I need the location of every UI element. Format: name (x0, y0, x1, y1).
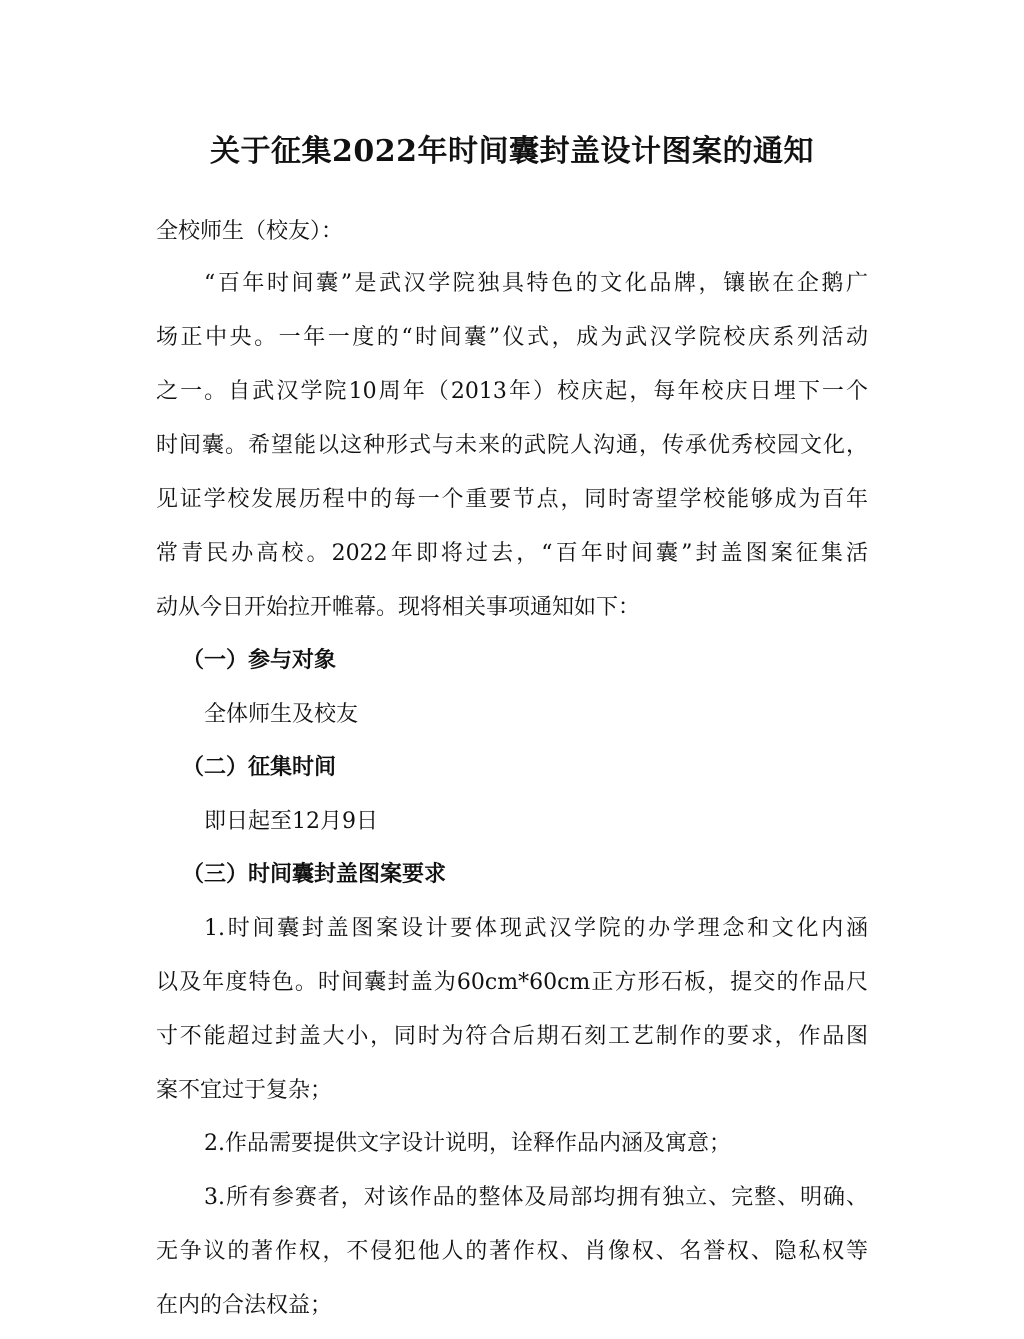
intro-line: 见证学校发展历程中的每一个重要节点，同时寄望学校能够成为百年 (156, 487, 868, 512)
intro-line: 场正中央。一年一度的“时间囊”仪式，成为武汉学院校庆系列活动 (156, 325, 868, 350)
intro-line: 动从今日开始拉开帷幕。现将相关事项通知如下： (156, 595, 641, 620)
section-heading-period: （二）征集时间 (182, 755, 337, 780)
document-title: 关于征集2022年时间囊封盖设计图案的通知 (210, 134, 814, 169)
intro-line: 常青民办高校。2022年即将过去，“百年时间囊”封盖图案征集活 (156, 541, 868, 566)
intro-line: “百年时间囊”是武汉学院独具特色的文化品牌，镶嵌在企鹅广 (204, 271, 868, 296)
intro-line: 时间囊。希望能以这种形式与未来的武院人沟通，传承优秀校园文化， (156, 433, 868, 458)
section-text-participants: 全体师生及校友 (204, 702, 359, 727)
requirement-line: 3.所有参赛者，对该作品的整体及局部均拥有独立、完整、明确、 (204, 1185, 868, 1210)
requirement-line: 2.作品需要提供文字设计说明，诠释作品内涵及寓意； (204, 1131, 731, 1156)
requirement-line: 无争议的著作权，不侵犯他人的著作权、肖像权、名誉权、隐私权等 (156, 1239, 868, 1264)
section-heading-participants: （一）参与对象 (182, 648, 337, 673)
requirement-line: 1.时间囊封盖图案设计要体现武汉学院的办学理念和文化内涵 (204, 916, 868, 941)
requirement-line: 在内的合法权益； (156, 1293, 333, 1318)
section-text-period: 即日起至12月9日 (204, 809, 378, 834)
requirement-line: 寸不能超过封盖大小，同时为符合后期石刻工艺制作的要求，作品图 (156, 1024, 868, 1049)
salutation: 全校师生（校友）： (156, 219, 344, 244)
requirement-line: 案不宜过于复杂； (156, 1078, 333, 1103)
requirement-line: 以及年度特色。时间囊封盖为60cm*60cm正方形石板，提交的作品尺 (156, 970, 868, 995)
section-heading-requirements: （三）时间囊封盖图案要求 (182, 862, 447, 887)
intro-line: 之一。自武汉学院10周年（2013年）校庆起，每年校庆日埋下一个 (156, 379, 868, 404)
